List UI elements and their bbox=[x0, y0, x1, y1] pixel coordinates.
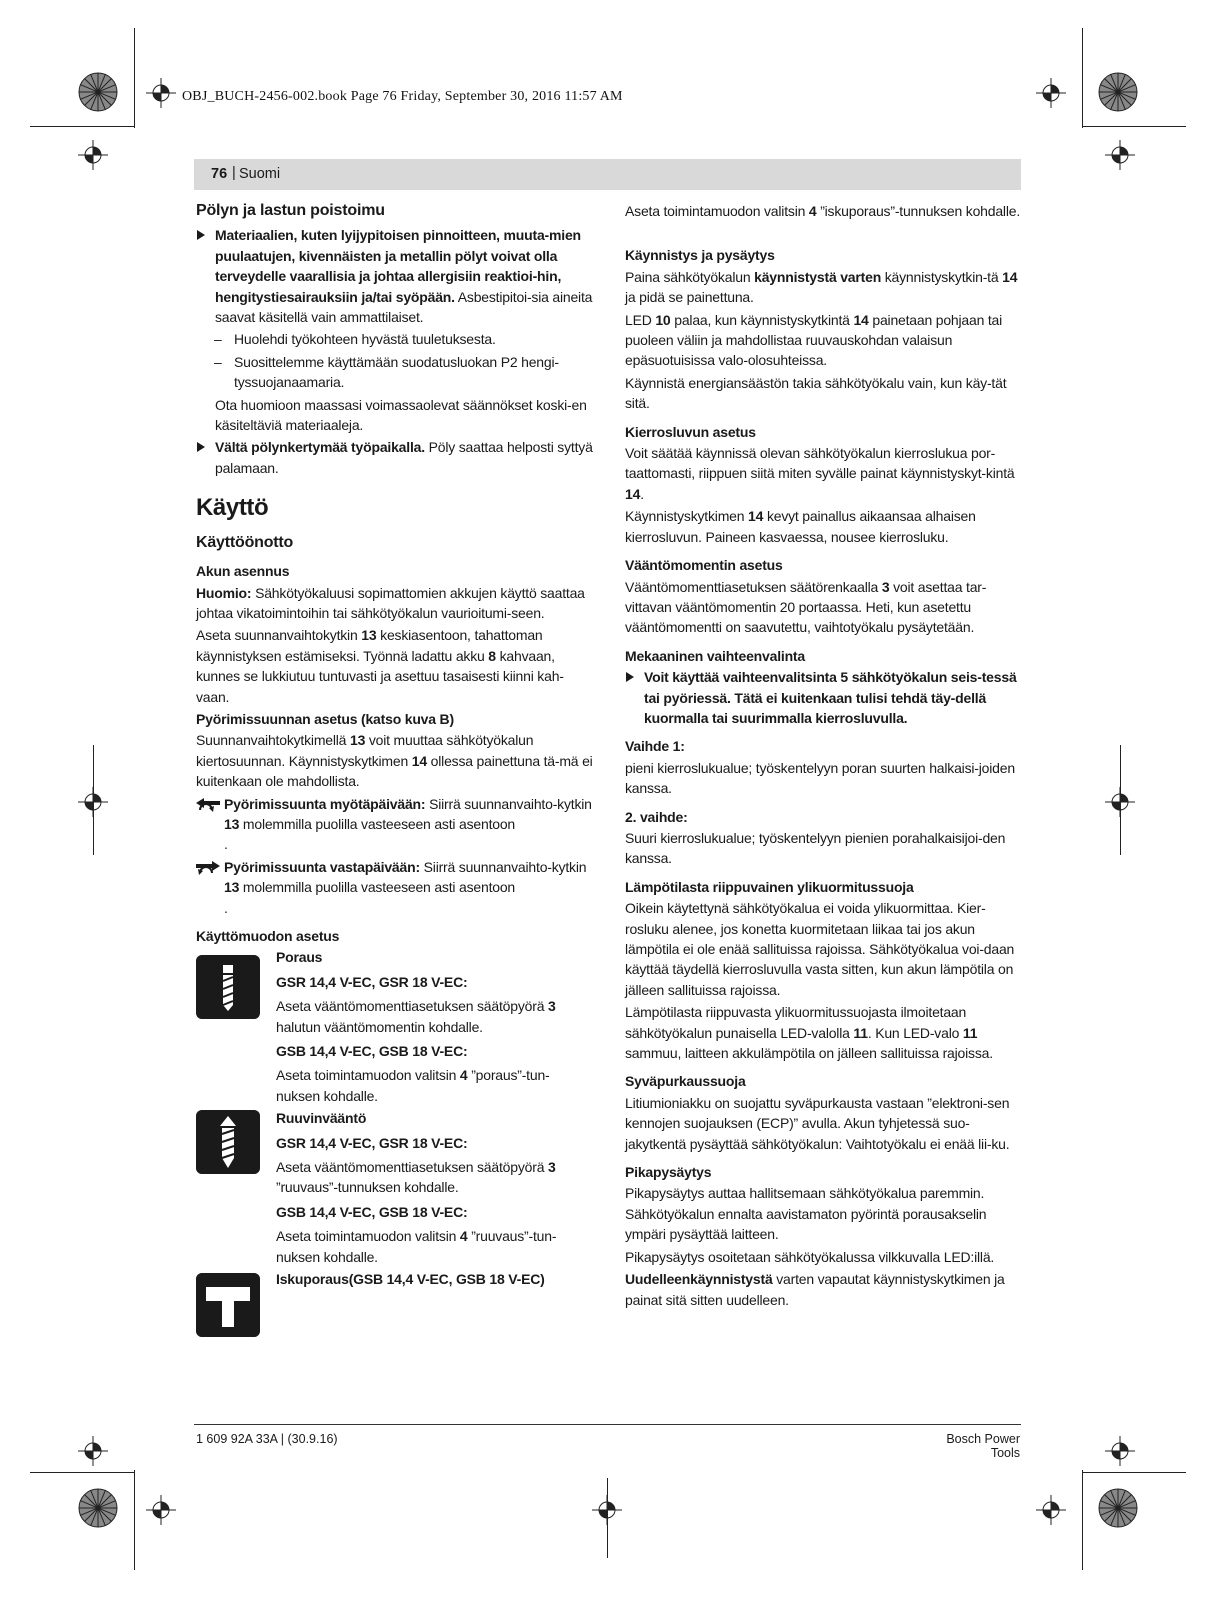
dash-item-text: Huolehdi työkohteen hyvästä tuuletuksesta. bbox=[234, 331, 496, 348]
mode-drilling bbox=[196, 947, 593, 1106]
body-text: Huomio: Sähkötyökaluusi sopimattomien akkujen käyttö saattaa johtaa vikatoimintoihin tai sähkötyökalun vaurioitumi-seen. bbox=[196, 584, 585, 621]
page-language: Suomi bbox=[239, 166, 281, 182]
triangle-bullet-icon bbox=[197, 230, 205, 240]
model-label: GSR 14,4 V-EC, GSR 18 V-EC: bbox=[276, 1134, 468, 1151]
warning-bullet bbox=[196, 225, 593, 327]
trim-line bbox=[1082, 28, 1083, 128]
body-text: Aseta suunnanvaihtokytkin 13 keskiasentoon, tahattoman käynnistyksen estämiseksi. Työnnä ladattu akku 8 kahvaan, kunnes se lukkiutuu tuntuvasti ja asettuu tasaisesti kiinni kah-vaan. bbox=[196, 627, 564, 705]
rotation-item-counterclockwise: Pyörimissuunta vastapäivään: Siirrä suunnanvaihto-kytkin 13 molemmilla puolilla vasteeseen asti asentoon . bbox=[196, 857, 593, 918]
subsection-title: Akun asennus bbox=[196, 563, 290, 580]
body-text: Pikapysäytys osoitetaan sähkötyökalussa vilkkuvalla LED:illä. bbox=[625, 1248, 995, 1265]
body-text: Aseta vääntömomenttiasetuksen säätöpyörä 3 halutun vääntömomentin kohdalle. bbox=[276, 998, 556, 1035]
model-label: GSB 14,4 V-EC, GSB 18 V-EC: bbox=[276, 1043, 468, 1060]
body-text: Ota huomioon maassasi voimassaolevat säännökset koski-en käsiteltäviä materiaaleja. bbox=[215, 396, 587, 434]
mode-hammer-drilling bbox=[196, 1269, 593, 1339]
subsection-title: Mekaaninen vaihteenvalinta bbox=[625, 647, 805, 664]
footer-doc-number: 1 609 92A 33A | (30.9.16) bbox=[196, 1432, 338, 1446]
body-text: Suuri kierroslukualue; työskentelyyn pienien porahalkaisijoi-den kanssa. bbox=[625, 829, 1006, 867]
registration-star-icon bbox=[1098, 1488, 1138, 1528]
crosshair-icon bbox=[1105, 140, 1135, 170]
body-text: Vääntömomenttiasetuksen säätörenkaalla 3 voit asettaa tar-vittavan vääntömomentin 20 portaassa. Heti, kun asetettu vääntömomentti on saavutettu, vaihtotyökalu pysäytetään. bbox=[625, 578, 987, 636]
subsection-title: Vaihde 1: bbox=[625, 738, 685, 755]
subsection-title: Käyttömuodon asetus bbox=[196, 928, 340, 944]
model-label: GSR 14,4 V-EC, GSR 18 V-EC: bbox=[276, 973, 468, 990]
subsection-title: Pikapysäytys bbox=[625, 1164, 712, 1181]
trim-line bbox=[30, 126, 134, 127]
body-text: Aseta toimintamuodon valitsin 4 ”poraus”-tun-nuksen kohdalle. bbox=[276, 1067, 550, 1104]
warning-bullet bbox=[625, 667, 1020, 728]
body-text: Pöly saattaa helposti syttyä palamaan. bbox=[215, 439, 593, 476]
subsection-title: 2. vaihde: bbox=[625, 808, 688, 825]
subsection-title: Syväpurkaussuoja bbox=[625, 1073, 746, 1090]
body-text: Asbestipitoi-sia aineita saavat käsitellä vain ammattilaiset. bbox=[215, 288, 593, 326]
warning-bullet bbox=[196, 437, 593, 478]
dash-item-text: Suosittelemme käyttämään suodatusluokan P2 hengi-tyssuojanaamaria. bbox=[234, 353, 559, 391]
trim-line bbox=[1082, 126, 1186, 127]
mode-title: Poraus bbox=[276, 949, 323, 966]
body-text: Pikapysäytys auttaa hallitsemaan sähkötyökalua paremmin. Sähkötyökalun ennalta aavistamaton pyörintä porausakselin ympäri pysäyttää laitteen. bbox=[625, 1185, 987, 1243]
crosshair-icon bbox=[1036, 1495, 1066, 1525]
header-separator: | bbox=[232, 165, 236, 181]
trim-line bbox=[134, 1470, 135, 1570]
dash-item: – Suosittelemme käyttämään suodatusluokan P2 hengi-tyssuojanaamaria. bbox=[214, 353, 559, 391]
body-text: Käynnistä energiansäästön takia sähkötyökalu vain, kun käy-tät sitä. bbox=[625, 374, 1007, 412]
subsection-title: Lämpötilasta riippuvainen ylikuormitussuoja bbox=[625, 878, 914, 895]
registration-star-icon bbox=[1098, 72, 1138, 112]
body-text: Suunnanvaihtokytkimellä 13 voit muuttaa sähkötyökalun kiertosuunnan. Käynnistyskytkimen 14 ollessa painettuna tä-mä ei kuitenkaan ole mahdollista. bbox=[196, 732, 593, 790]
section-title-dust: Pölyn ja lastun poistoimu bbox=[196, 202, 385, 219]
crosshair-icon bbox=[78, 1436, 108, 1466]
body-text: Aseta vääntömomenttiasetuksen säätöpyörä 3 ”ruuvaus”-tunnuksen kohdalle. bbox=[276, 1159, 556, 1196]
left-column bbox=[196, 201, 593, 1339]
body-text: Paina sähkötyökalun käynnistystä varten käynnistyskytkin-tä 14 ja pidä se painettuna. bbox=[625, 268, 1018, 306]
body-text: Lämpötilasta riippuvasta ylikuormitussuojasta ilmoitetaan sähkötyökalun punaisella LED-valolla 11. Kun LED-valo 11 sammuu, laitteen akkulämpötila on jälleen sallituissa rajoissa. bbox=[625, 1004, 993, 1062]
page-number: 76 bbox=[211, 166, 228, 182]
triangle-bullet-icon bbox=[626, 672, 634, 682]
trim-line bbox=[134, 28, 135, 128]
body-text: Uudelleenkäynnistystä varten vapautat käynnistyskytkimen ja painat sitä sitten uudelleen. bbox=[625, 1271, 1005, 1308]
crosshair-icon bbox=[1105, 1436, 1135, 1466]
crosshair-icon bbox=[78, 140, 108, 170]
mode-title: Iskuporaus(GSB 14,4 V-EC, GSB 18 V-EC) bbox=[276, 1271, 545, 1288]
mode-screwdriving bbox=[196, 1108, 593, 1267]
trim-line bbox=[30, 1472, 134, 1473]
dash-item: – Huolehdi työkohteen hyvästä tuuletuksesta. bbox=[214, 331, 496, 348]
book-header: OBJ_BUCH-2456-002.book Page 76 Friday, September 30, 2016 11:57 AM bbox=[182, 89, 623, 104]
screw-icon bbox=[196, 1110, 260, 1174]
body-text: Aseta toimintamuodon valitsin 4 ”iskuporaus”-tunnuksen kohdalle. bbox=[625, 203, 1021, 219]
body-text: Oikein käytettynä sähkötyökalua ei voida ylikuormittaa. Kier-rosluku alenee, jos konetta kuormitetaan liikaa tai jos akun lämpötila ei ole enää sallituissa rajoissa. Sähkötyökalua voi-daan käyttää täydellä kierrosluvulla vasta sitten, kun akun lämpötila on jälleen sallituissa rajoissa. bbox=[625, 900, 1015, 998]
trim-line bbox=[1082, 1470, 1083, 1570]
footer-brand: Bosch Power Tools bbox=[946, 1432, 1020, 1460]
triangle-bullet-icon bbox=[197, 442, 205, 452]
registration-star-icon bbox=[78, 1488, 118, 1528]
arrow-right-icon bbox=[196, 861, 220, 871]
body-text: Käynnistyskytkimen 14 kevyt painallus aikaansaa alhaisen kierrosluvun. Paineen kasvaessa, nousee kierrosluku. bbox=[625, 508, 976, 545]
hammer-icon bbox=[196, 1273, 260, 1337]
warning-text: Voit käyttää vaihteenvalitsinta 5 sähkötyökalun seis-tessä tai pyöriessä. Tätä ei kuitenkaan tulisi tehdä täy-dellä kuormalla tai suurimmalla kierrosluvulla. bbox=[644, 669, 1017, 726]
right-column bbox=[625, 201, 1020, 1312]
subsection-title: Käynnistys ja pysäytys bbox=[625, 247, 775, 264]
section-title-startup: Käyttöönotto bbox=[196, 533, 294, 551]
subsection-title: Vääntömomentin asetus bbox=[625, 557, 783, 574]
crosshair-icon bbox=[1036, 78, 1066, 108]
chapter-title-use: Käyttö bbox=[196, 494, 269, 522]
rotation-item-clockwise: Pyörimissuunta myötäpäivään: Siirrä suunnanvaihto-kytkin 13 molemmilla puolilla vasteeseen asti asentoon . bbox=[196, 794, 593, 855]
body-text: LED 10 palaa, kun käynnistyskytkintä 14 painetaan pohjaan tai puoleen väliin ja mahdollistaa ruuvauskohdan valaisun epäsuotuisissa valo-olosuhteissa. bbox=[625, 311, 1003, 369]
trim-line bbox=[607, 1478, 608, 1558]
body-text: Voit säätää käynnissä olevan sähkötyökalun kierroslukua por-taattomasti, riippuen siitä miten syvälle painat käynnistyskyt-kintä 14. bbox=[625, 445, 1015, 502]
warning-text: Materiaalien, kuten lyijypitoisen pinnoitteen, muuta-mien puulaatujen, kivennäisten ja metallin pölyt voivat olla terveydelle vaarallisia ja johtaa allergisiin reaktioi-hin, hengitystiesairauksiin ja/tai syöpään. bbox=[215, 227, 581, 305]
trim-line bbox=[1082, 1472, 1186, 1473]
arrow-left-icon bbox=[196, 798, 220, 808]
crosshair-icon bbox=[146, 78, 176, 108]
footer-rule bbox=[194, 1424, 1021, 1425]
warning-text: Vältä pölynkertymää työpaikalla. bbox=[215, 439, 425, 456]
body-text: pieni kierroslukualue; työskentelyyn poran suurten halkaisi-joiden kanssa. bbox=[625, 759, 1015, 797]
body-text: Aseta toimintamuodon valitsin 4 ”ruuvaus”-tun-nuksen kohdalle. bbox=[276, 1228, 557, 1265]
model-label: GSB 14,4 V-EC, GSB 18 V-EC: bbox=[276, 1203, 468, 1220]
body-text: Litiumioniakku on suojattu syväpurkausta vastaan ”elektroni-sen kennojen suojauksen (ECP)” avulla. Akun tyhjetessä suo-jakytkentä pysäyttää sähkötyökalun: Vaihtotyökalu ei enää lii-ku. bbox=[625, 1094, 1010, 1152]
subsection-title: Kierrosluvun asetus bbox=[625, 423, 756, 440]
trim-line bbox=[93, 745, 94, 855]
crosshair-icon bbox=[146, 1495, 176, 1525]
trim-line bbox=[1120, 745, 1121, 855]
subsection-title: Pyörimissuunnan asetus (katso kuva B) bbox=[196, 710, 454, 727]
registration-star-icon bbox=[78, 72, 118, 112]
drill-bit-icon bbox=[196, 955, 260, 1019]
mode-title: Ruuvinvääntö bbox=[276, 1110, 367, 1127]
page-header-band bbox=[194, 159, 1021, 190]
